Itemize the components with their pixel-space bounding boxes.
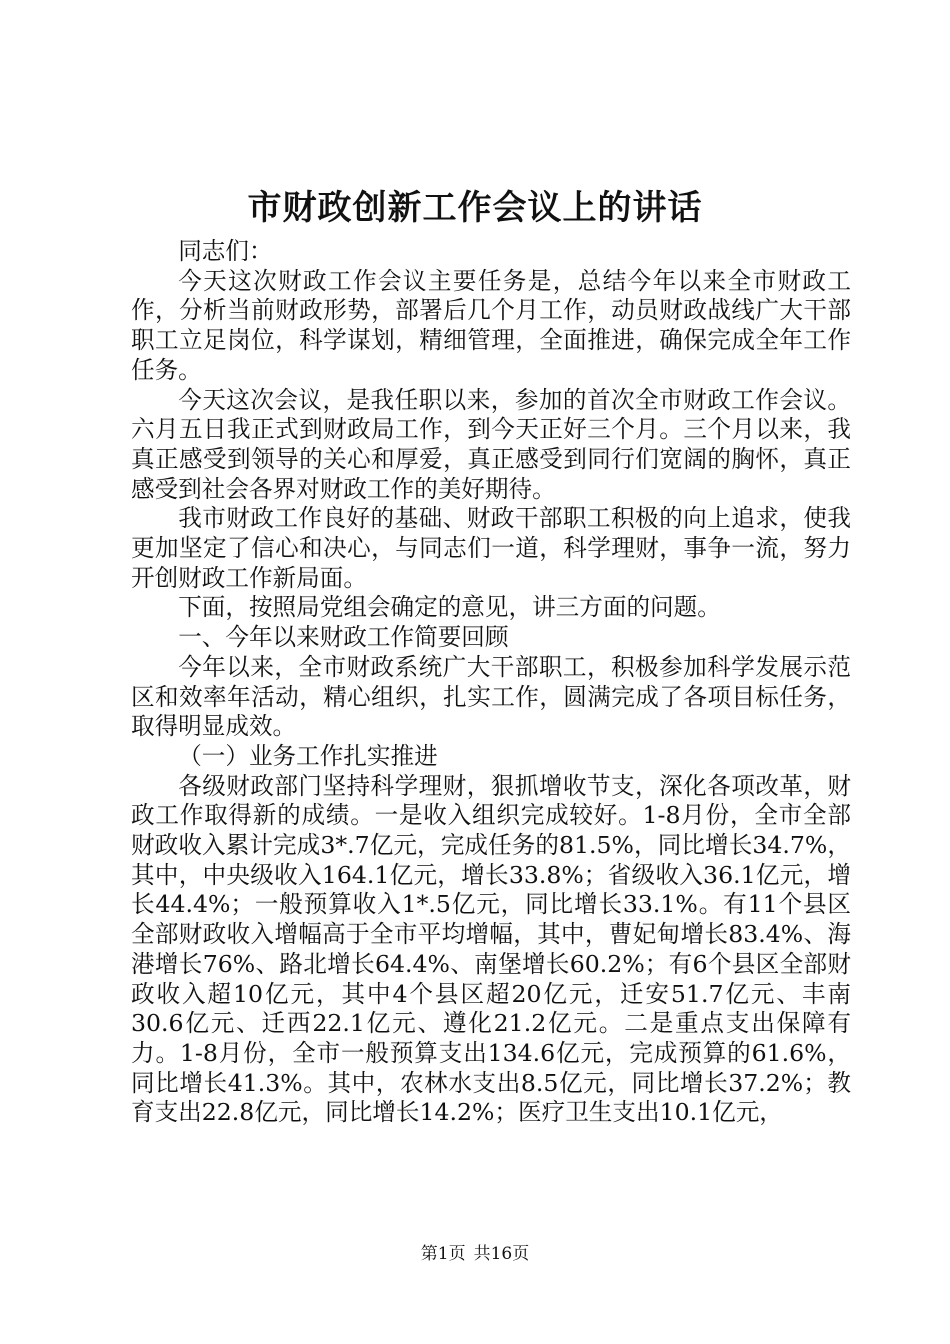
paragraph-intro: 今天这次财政工作会议主要任务是，总结今年以来全市财政工作，分析当前财政形势，部署后几个月工作，动员财政战线广大干部职工立足岗位，科学谋划，精细管理，全面推进，确保完成全年工作任务。 <box>131 266 851 384</box>
paragraph-statistics: 各级财政部门坚持科学理财，狠抓增收节支，深化各项改革，财政工作取得新的成绩。一是收入组织完成较好。1-8月份，全市全部财政收入累计完成3*.7亿元，完成任务的81.5%，同比增长34.7%，其中，中央级收入164.1亿元，增长33.8%；省级收入36.1亿元，增长44.4%；一般预算收入1*.5亿元，同比增长33.1%。有11个县区全部财政收入增幅高于全市平均增幅，其中，曹妃甸增长83.4%、海港增长76%、路北增长64.4%、南堡增长60.2%；有6个县区全部财政收入超10亿元，其中4个县区超20亿元，迁安51.7亿元、丰南30.6亿元、迁西22.1亿元、遵化21.2亿元。二是重点支出保障有力。1-8月份，全市一般预算支出134.6亿元，完成预算的61.6%，同比增长41.3%。其中，农林水支出8.5亿元，同比增长37.2%；教育支出22.8亿元，同比增长14.2%；医疗卫生支出10.1亿元， <box>131 771 851 1127</box>
subsection-heading-1: （一）业务工作扎实推进 <box>178 741 438 770</box>
paragraph-outline: 下面，按照局党组会确定的意见，讲三方面的问题。 <box>178 593 721 622</box>
paragraph-confidence: 我市财政工作良好的基础、财政干部职工积极的向上追求，使我更加坚定了信心和决心，与同志们一道，科学理财，事争一流，努力开创财政工作新局面。 <box>131 504 851 592</box>
paragraph-meeting: 今天这次会议，是我任职以来，参加的首次全市财政工作会议。六月五日我正式到财政局工作，到今天正好三个月。三个月以来，我真正感受到领导的关心和厚爱，真正感受到同行们宽阔的胸怀，真正感受到社会各界对财政工作的美好期待。 <box>131 385 851 503</box>
document-body <box>131 237 851 1128</box>
greeting-paragraph: 同志们： <box>178 237 273 265</box>
page-total: 共16页 <box>473 1244 530 1264</box>
section-heading-1: 一、今年以来财政工作简要回顾 <box>178 623 509 652</box>
page-footer <box>0 1242 950 1266</box>
page-number: 第1页 <box>420 1244 466 1264</box>
paragraph-review: 今年以来，全市财政系统广大干部职工，积极参加科学发展示范区和效率年活动，精心组织，扎实工作，圆满完成了各项目标任务，取得明显成效。 <box>131 652 851 741</box>
page-title: 市财政创新工作会议上的讲话 <box>247 188 703 228</box>
